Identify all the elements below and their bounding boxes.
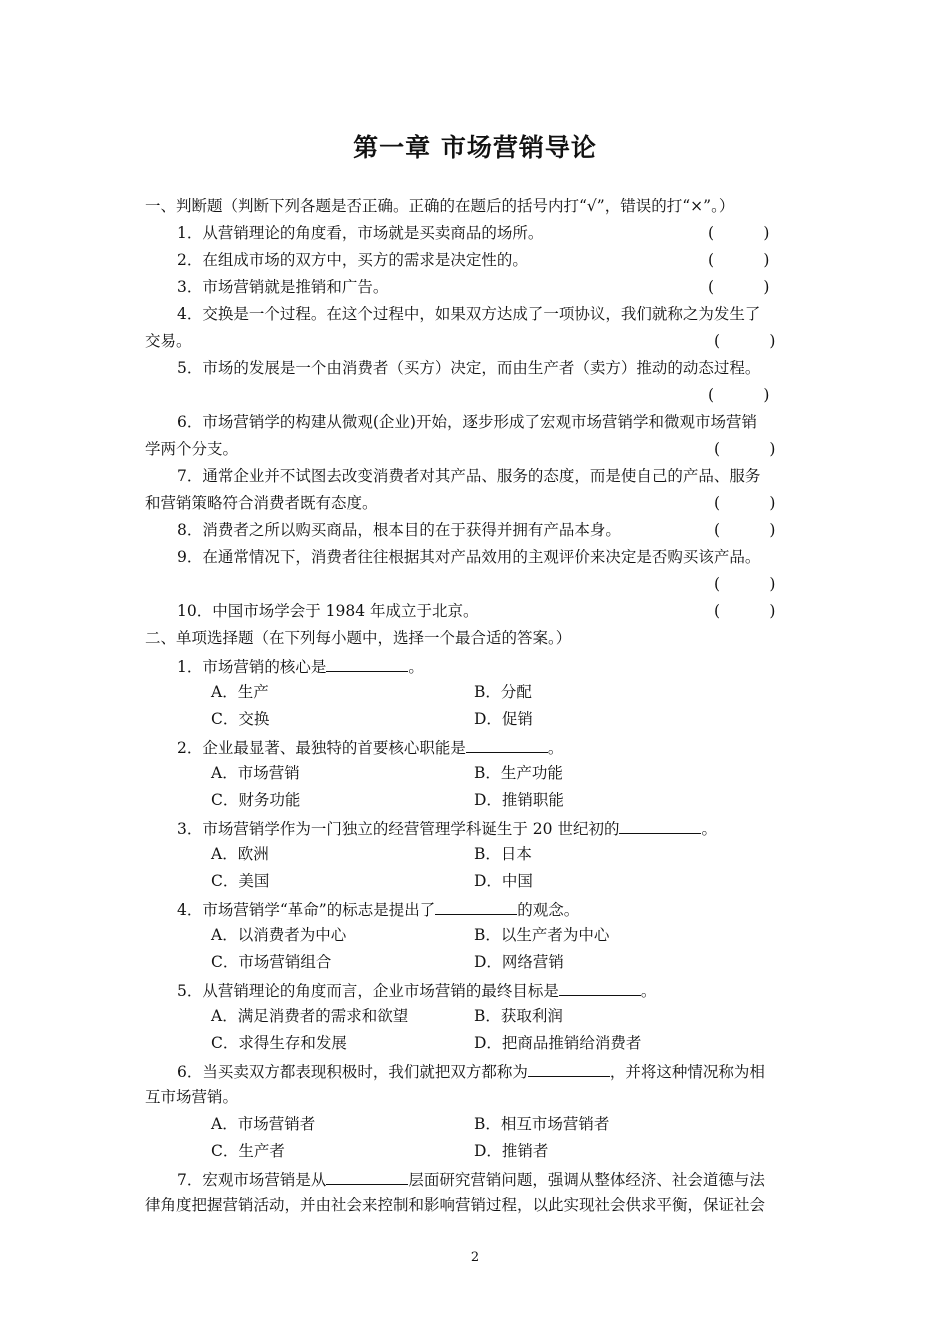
question-6-line1: 6．市场营销学的构建从微观(企业)开始，逐步形成了宏观市场营销学和微观市场营销 [177, 413, 757, 431]
option-c: C．美国 [211, 872, 270, 890]
option-b: B．日本 [474, 845, 532, 863]
option-d: D．网络营销 [474, 953, 564, 971]
question-4-line1: 4．交换是一个过程。在这个过程中，如果双方达成了一项协议，我们就称之为发生了 [177, 305, 761, 323]
question-5: 5．市场的发展是一个由消费者（买方）决定，而由生产者（卖方）推动的动态过程。 [177, 359, 761, 377]
option-d: D．中国 [474, 872, 533, 890]
answer-blank [435, 898, 517, 915]
answer-blank [326, 655, 408, 672]
answer-paren: ( ) [708, 251, 770, 269]
choice-question-7-cont: 律角度把握营销活动，并由社会来控制和影响营销过程，以此实现社会供求平衡，保证社会 [145, 1196, 766, 1214]
choice-question-1: 1．市场营销的核心是 。 [177, 655, 424, 677]
option-a: A．市场营销 [211, 764, 300, 782]
answer-paren: ( ) [714, 575, 776, 593]
section1-heading: 一、判断题（判断下列各题是否正确。正确的在题后的括号内打“√”，错误的打“×”。） [145, 197, 735, 215]
option-a: A．欧洲 [211, 845, 269, 863]
choice-question-2: 2．企业最显著、最独特的首要核心职能是 。 [177, 736, 563, 758]
choice-question-3: 3．市场营销学作为一门独立的经营管理学科诞生于 20 世纪初的 。 [177, 817, 717, 839]
option-b: B．以生产者为中心 [474, 926, 610, 944]
option-d: D．推销职能 [474, 791, 564, 809]
option-a: A．以消费者为中心 [211, 926, 347, 944]
option-c: C．财务功能 [211, 791, 301, 809]
section2-heading: 二、单项选择题（在下列每小题中，选择一个最合适的答案。） [145, 629, 572, 647]
question-6-line2: 学两个分支。 [145, 440, 239, 458]
question-8: 8．消费者之所以购买商品，根本目的在于获得并拥有产品本身。 [177, 521, 621, 539]
option-b: B．分配 [474, 683, 532, 701]
question-7-line2: 和营销策略符合消费者既有态度。 [145, 494, 378, 512]
option-c: C．市场营销组合 [211, 953, 332, 971]
answer-paren: ( ) [714, 521, 776, 539]
answer-blank [466, 736, 548, 753]
choice-question-6-cont: 互市场营销。 [145, 1088, 239, 1106]
answer-paren: ( ) [708, 224, 770, 242]
answer-paren: ( ) [714, 494, 776, 512]
question-9: 9．在通常情况下，消费者往往根据其对产品效用的主观评价来决定是否购买该产品。 [177, 548, 761, 566]
option-b: B．获取利润 [474, 1007, 563, 1025]
page-number: 2 [470, 1250, 480, 1265]
option-d: D．促销 [474, 710, 533, 728]
question-10: 10．中国市场学会于 1984 年成立于北京。 [177, 602, 479, 620]
choice-question-7: 7．宏观市场营销是从 层面研究营销问题，强调从整体经济、社会道德与法 [177, 1168, 765, 1190]
option-c: C．交换 [211, 710, 270, 728]
answer-paren: ( ) [714, 440, 776, 458]
answer-paren: ( ) [708, 386, 770, 404]
answer-paren: ( ) [714, 602, 776, 620]
option-a: A．生产 [211, 683, 269, 701]
option-a: A．市场营销者 [211, 1115, 316, 1133]
option-c: C．生产者 [211, 1142, 285, 1160]
answer-blank [326, 1168, 408, 1185]
question-7-line1: 7．通常企业并不试图去改变消费者对其产品、服务的态度，而是使自己的产品、服务 [177, 467, 761, 485]
answer-paren: ( ) [714, 332, 776, 350]
option-a: A．满足消费者的需求和欲望 [211, 1007, 409, 1025]
answer-blank [559, 979, 641, 996]
choice-question-5: 5．从营销理论的角度而言，企业市场营销的最终目标是 。 [177, 979, 656, 1001]
answer-blank [619, 817, 701, 834]
chapter-title: 第一章 市场营销导论 [353, 133, 597, 162]
option-c: C．求得生存和发展 [211, 1034, 347, 1052]
question-1: 1．从营销理论的角度看，市场就是买卖商品的场所。 [177, 224, 544, 242]
choice-question-6: 6．当买卖双方都表现积极时，我们就把双方都称为 ，并将这种情况称为相 [177, 1060, 765, 1082]
answer-paren: ( ) [708, 278, 770, 296]
question-3: 3．市场营销就是推销和广告。 [177, 278, 389, 296]
option-b: B．生产功能 [474, 764, 563, 782]
option-d: D．推销者 [474, 1142, 549, 1160]
option-d: D．把商品推销给消费者 [474, 1034, 642, 1052]
question-4-line2: 交易。 [145, 332, 192, 350]
option-b: B．相互市场营销者 [474, 1115, 610, 1133]
choice-question-4: 4．市场营销学“革命”的标志是提出了 的观念。 [177, 898, 579, 920]
answer-blank [528, 1060, 610, 1077]
question-2: 2．在组成市场的双方中，买方的需求是决定性的。 [177, 251, 528, 269]
